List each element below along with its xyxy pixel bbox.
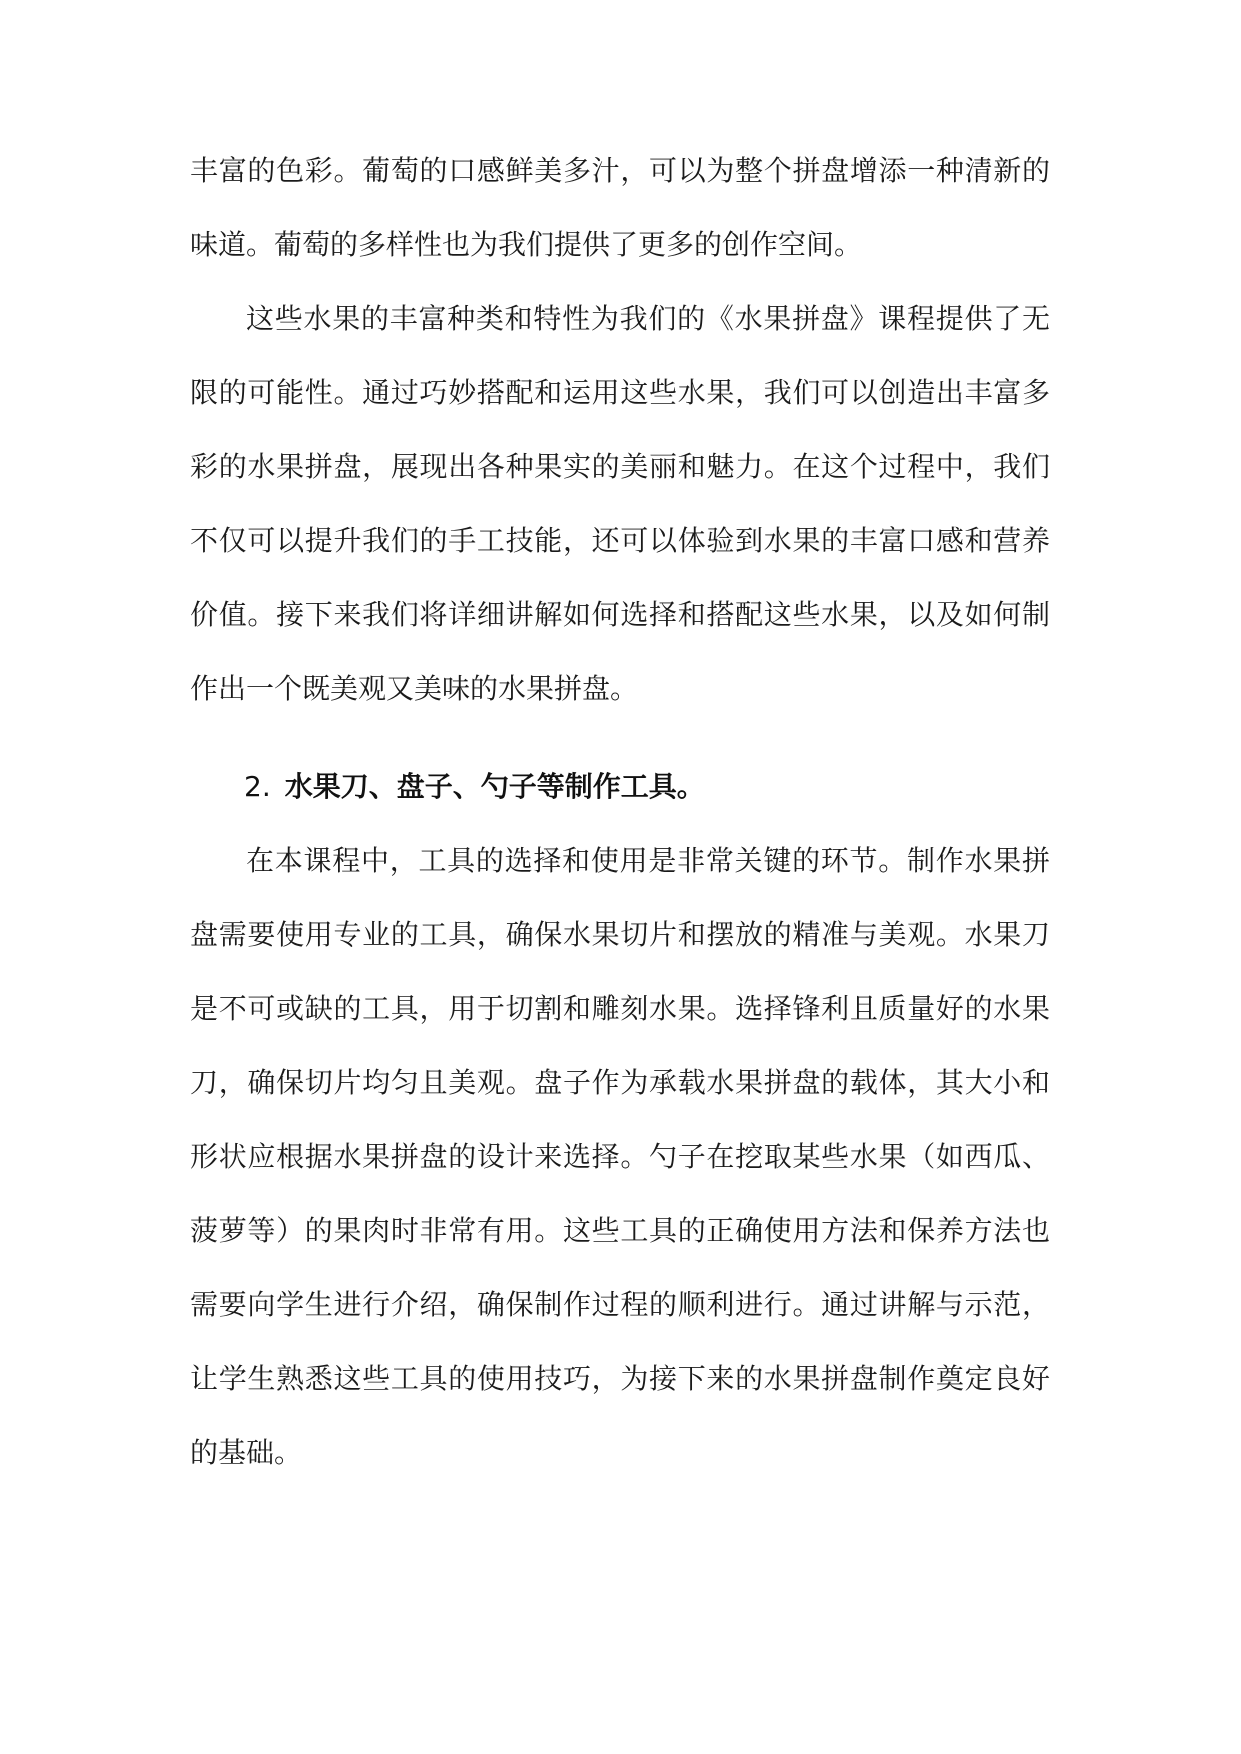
document-body: [190, 134, 1050, 1490]
section-number: 2.: [244, 770, 271, 803]
paragraph-fruit-variety: 这些水果的丰富种类和特性为我们的《水果拼盘》课程提供了无限的可能性。通过巧妙搭配和运用这些水果，我们可以创造出丰富多彩的水果拼盘，展现出各种果实的美丽和魅力。在这个过程中，我们不仅可以提升我们的手工技能，还可以体验到水果的丰富口感和营养价值。接下来我们将详细讲解如何选择和搭配这些水果，以及如何制作出一个既美观又美味的水果拼盘。: [190, 302, 1050, 705]
section-heading-tools: [190, 750, 1050, 824]
section-title: 水果刀、盘子、勺子等制作工具。: [284, 770, 705, 803]
paragraph-tools: 在本课程中，工具的选择和使用是非常关键的环节。制作水果拼盘需要使用专业的工具，确保水果切片和摆放的精准与美观。水果刀是不可或缺的工具，用于切割和雕刻水果。选择锋利且质量好的水果刀，确保切片均匀且美观。盘子作为承载水果拼盘的载体，其大小和形状应根据水果拼盘的设计来选择。勺子在挖取某些水果（如西瓜、菠萝等）的果肉时非常有用。这些工具的正确使用方法和保养方法也需要向学生进行介绍，确保制作过程的顺利进行。通过讲解与示范，让学生熟悉这些工具的使用技巧，为接下来的水果拼盘制作奠定良好的基础。: [190, 844, 1050, 1469]
paragraph-grapes-continued: 丰富的色彩。葡萄的口感鲜美多汁，可以为整个拼盘增添一种清新的味道。葡萄的多样性也为我们提供了更多的创作空间。: [190, 154, 1050, 261]
